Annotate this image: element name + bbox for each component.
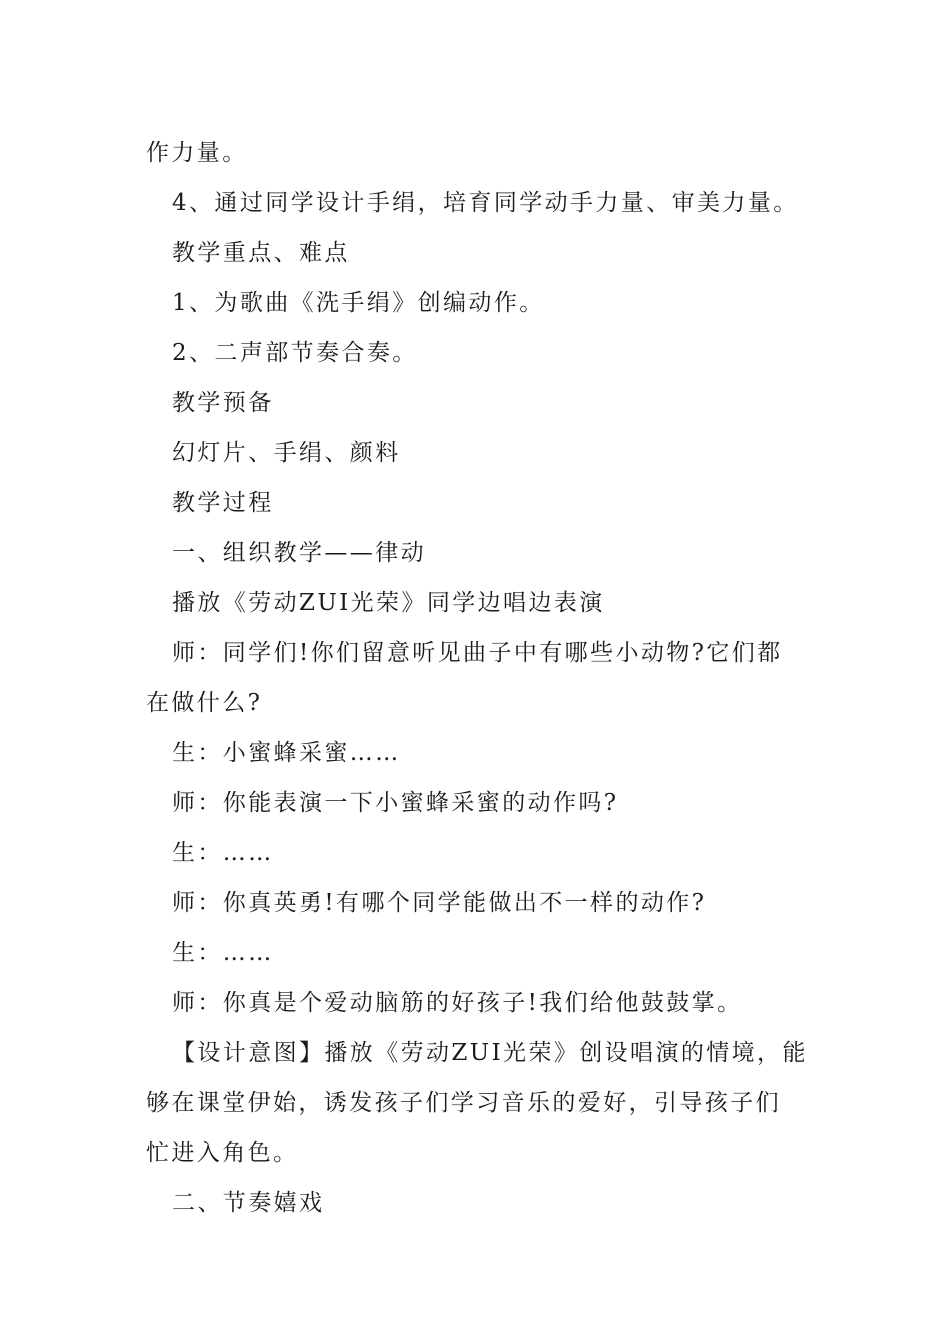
dialogue-line: 生：…… <box>172 940 274 966</box>
dialogue-line: 师：你真英勇!有哪个同学能做出不一样的动作? <box>172 890 707 916</box>
text-line: 播放《劳动ZUI光荣》同学边唱边表演 <box>172 590 605 616</box>
text-line: 作力量。 <box>146 140 248 166</box>
text-line: 幻灯片、手绢、颜料 <box>172 440 401 466</box>
section-heading: 二、节奏嬉戏 <box>172 1190 325 1216</box>
design-intent-line: 【设计意图】播放《劳动ZUI光荣》创设唱演的情境，能 <box>172 1040 808 1066</box>
document-body <box>146 128 810 1228</box>
dialogue-line: 师：你能表演一下小蜜蜂采蜜的动作吗? <box>172 790 619 816</box>
dialogue-line: 师：你真是个爱动脑筋的好孩子!我们给他鼓鼓掌。 <box>172 990 743 1016</box>
dialogue-line: 生：小蜜蜂采蜜…… <box>172 740 401 766</box>
design-intent-line: 够在课堂伊始，诱发孩子们学习音乐的爱好，引导孩子们 <box>146 1090 781 1116</box>
dialogue-line: 在做什么? <box>146 690 263 716</box>
section-heading: 一、组织教学——律动 <box>172 540 426 566</box>
text-line: 4、通过同学设计手绢，培育同学动手力量、审美力量。 <box>172 190 799 216</box>
design-intent-line: 忙进入角色。 <box>146 1140 299 1166</box>
section-heading: 教学重点、难点 <box>172 240 350 266</box>
section-heading: 教学过程 <box>172 490 274 516</box>
dialogue-line: 生：…… <box>172 840 274 866</box>
dialogue-line: 师：同学们!你们留意听见曲子中有哪些小动物?它们都 <box>172 640 783 666</box>
section-heading: 教学预备 <box>172 390 274 416</box>
text-line: 1、为歌曲《洗手绢》创编动作。 <box>172 290 545 316</box>
text-line: 2、二声部节奏合奏。 <box>172 340 418 366</box>
